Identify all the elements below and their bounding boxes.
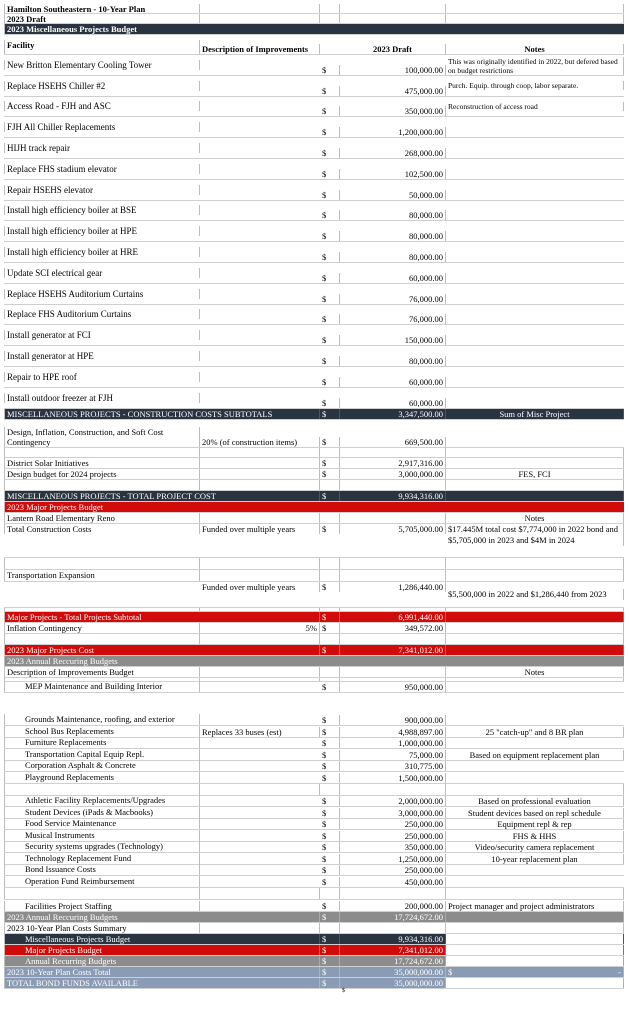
lantern-row [4, 513, 624, 524]
dollar-sign: $ [320, 398, 340, 408]
major-subtotal-label: Major Projects - Total Projects Subtotal [4, 612, 320, 622]
recurring-label: Furniture Replacements [4, 737, 200, 748]
project-facility: Replace FHS Auditorium Curtains [4, 309, 200, 319]
recurring-total-label: 2023 Annual Reccuring Budgets [4, 912, 320, 922]
bond-funds-amount: 35,000,000.00 [340, 978, 446, 988]
dollar-sign: $ [320, 750, 340, 760]
recurring-amount: 4,988,897.00 [340, 727, 446, 737]
table-row [4, 305, 624, 326]
recurring-label: Transportation Capital Equip Repl. [4, 749, 200, 760]
dollar-sign: $ [320, 773, 340, 783]
lantern-label: Lantern Road Elementary Reno [4, 513, 200, 523]
table-row [4, 117, 624, 138]
project-facility: Install high efficiency boiler at HPE [4, 226, 200, 236]
inflation-row: Inflation Contingency 5% $ 349,572.00 [4, 623, 624, 634]
recurring-note: Equipment repl & rep [446, 819, 624, 829]
transport-label: Transportation Expansion [4, 570, 200, 581]
recurring-amount: 1,500,000.00 [340, 773, 446, 783]
table-row [4, 807, 624, 819]
summary-major-amount: 7,341,012.00 [340, 945, 446, 955]
construction-costs-row: Total Construction Costs Funded over multiple years $ 5,705,000.00 $17.445M total cost $7,774,000 in 2022 bond and $5,705,000 in 2023 and $4M in 2024 [4, 524, 624, 558]
recurring-amount: 3,000,000.00 [340, 808, 446, 818]
recurring-item-list [4, 682, 624, 888]
table-row [4, 388, 624, 409]
table-row [4, 726, 624, 738]
dollar-sign: $ [320, 252, 340, 262]
dollar-sign: $ [320, 231, 340, 241]
design-contingency-row: Design, Inflation, Construction, and Soft Cost Contingency 20% (of construction items) $ 669,500.00 [4, 420, 624, 448]
design-2024-note: FES, FCI [446, 469, 624, 479]
dollar-sign: $ [320, 377, 340, 387]
staffing-row: Facilities Project Staffing $ 200,000.00 Project manager and project administrators [4, 900, 624, 912]
dollar-sign: $ [320, 831, 340, 841]
dollar-sign: $ [320, 86, 340, 96]
project-facility: Install high efficiency boiler at BSE [4, 205, 200, 215]
recurring-amount: 1,250,000.00 [340, 854, 446, 864]
col-draft: 2023 Draft [340, 44, 446, 54]
major-subtotal-row: Major Projects - Total Projects Subtotal $ 6,991,440.00 [4, 612, 624, 623]
recurring-label: Athletic Facility Replacements/Upgrades [4, 795, 200, 806]
recurring-label: Playground Replacements [4, 772, 200, 783]
transport-note: $5,500,000 in 2022 and $1,286,440 from 2023 [446, 589, 624, 600]
dollar-sign: $ [320, 65, 340, 75]
recurring-section-title: 2023 Annual Reccuring Budgets [4, 656, 624, 666]
dollar-sign: $ [320, 761, 340, 771]
dollar-sign: $ [320, 314, 340, 324]
recurring-note: 10-year replacement plan [446, 854, 624, 864]
table-row [4, 76, 624, 97]
design-2024-label: Design budget for 2024 projects [4, 469, 200, 479]
recurring-label: Technology Replacement Fund [4, 853, 200, 864]
table-row [4, 772, 624, 784]
solar-row: District Solar Initiatives $ 2,917,316.00 [4, 458, 624, 469]
dollar-sign: $ [320, 715, 340, 725]
staffing-note: Project manager and project administrators [446, 901, 624, 911]
construction-desc: Funded over multiple years [200, 524, 320, 534]
summary-misc-label: Miscellaneous Projects Budget [4, 934, 320, 944]
table-row [4, 738, 624, 750]
misc-subtotal-note: Sum of Misc Project [446, 409, 624, 419]
recurring-column-headers [4, 667, 624, 678]
summary-header-row [4, 923, 624, 934]
project-amount: 50,000.00 [340, 190, 446, 200]
summary-total-amount: 35,000,000.00 [340, 967, 446, 977]
dollar-sign: $ [320, 842, 340, 852]
table-row [4, 853, 624, 865]
recurring-note: FHS & HHS [446, 831, 624, 841]
transport-row [4, 570, 624, 582]
project-note: This was originally identified in 2022, but defered based on budget restrictions [446, 57, 624, 75]
dollar-sign: $ [320, 148, 340, 158]
recurring-amount: 75,000.00 [340, 750, 446, 760]
recurring-label: Food Service Maintenance [4, 818, 200, 829]
table-row [4, 138, 624, 159]
dollar-sign: $ [320, 682, 340, 692]
project-facility: New Britton Elementary Cooling Tower [4, 60, 200, 70]
table-row [4, 325, 624, 346]
summary-misc-row: Miscellaneous Projects Budget $ 9,934,316.00 [4, 934, 624, 945]
recurring-label: Corporation Asphalt & Concrete [4, 760, 200, 771]
misc-column-headers [4, 35, 624, 55]
construction-note: $17.445M total cost $7,774,000 in 2022 bond and $5,705,000 in 2023 and $4M in 2024 [446, 524, 624, 546]
project-amount: 268,000.00 [340, 148, 446, 158]
inflation-label: Inflation Contingency [4, 623, 200, 633]
dollar-sign: $ [320, 127, 340, 137]
recurring-amount: 310,775.00 [340, 761, 446, 771]
table-row [4, 749, 624, 761]
solar-amount: 2,917,316.00 [340, 458, 446, 468]
recurring-note: Student devices based on repl schedule [446, 808, 624, 818]
misc-total-amount: 9,934,316.00 [340, 491, 446, 501]
project-facility: Install generator at HPE [4, 351, 200, 361]
project-facility: Repair HSEHS elevator [4, 185, 200, 195]
col-description: Description of Improvements [200, 44, 320, 54]
plan-title: Hamilton Southeastern - 10-Year Plan [4, 4, 200, 13]
recurring-desc: Replaces 33 buses (est) [200, 727, 320, 737]
design-contingency-desc: 20% (of construction items) [200, 437, 320, 447]
transport-detail-row: Funded over multiple years $ 1,286,440.00 $5,500,000 in 2022 and $1,286,440 from 2023 [4, 582, 624, 608]
project-facility: Repair to HPE roof [4, 372, 200, 382]
dollar-sign: $ [320, 356, 340, 366]
table-row [4, 346, 624, 367]
design-2024-row: Design budget for 2024 projects $ 3,000,000.00 FES, FCI [4, 469, 624, 480]
recurring-amount: 450,000.00 [340, 877, 446, 887]
solar-label: District Solar Initiatives [4, 458, 200, 468]
project-facility: Access Road - FJH and ASC [4, 101, 200, 111]
table-row [4, 367, 624, 388]
draft-row [4, 14, 624, 24]
recurring-label: Grounds Maintenance, roofing, and exterior [4, 714, 200, 725]
footer-dollar: $ [342, 987, 345, 994]
recurring-label: MEP Maintenance and Building Interior [4, 681, 200, 692]
recurring-note: 25 "catch-up" and 8 BR plan [446, 727, 624, 737]
project-amount: 80,000.00 [340, 231, 446, 241]
construction-label: Total Construction Costs [4, 524, 200, 534]
table-row [4, 876, 624, 888]
recurring-amount: 950,000.00 [340, 682, 446, 692]
recurring-section-header [4, 656, 624, 667]
misc-section-title: 2023 Miscellaneous Projects Budget [4, 24, 624, 34]
project-facility: Install high efficiency boiler at HRE [4, 247, 200, 257]
misc-total-label: MISCELLANEOUS PROJECTS - TOTAL PROJECT COST [4, 491, 320, 501]
project-amount: 100,000.00 [340, 65, 446, 75]
table-row [4, 682, 624, 694]
summary-annual-label: Annual Recurring Budgets [4, 956, 320, 966]
dollar-sign: $ [320, 819, 340, 829]
dollar-sign: $ [320, 190, 340, 200]
dollar-sign: $ [320, 865, 340, 875]
summary-misc-amount: 9,934,316.00 [340, 934, 446, 944]
table-row [4, 242, 624, 263]
recurring-amount: 250,000.00 [340, 831, 446, 841]
recurring-total-row: 2023 Annual Reccuring Budgets $ 17,724,672.00 [4, 912, 624, 923]
major-subtotal-amount: 6,991,440.00 [340, 612, 446, 622]
inflation-amount: 349,572.00 [340, 623, 446, 633]
recurring-note: Video/security camera replacement [446, 842, 624, 852]
summary-title: 2023 10-Year Plan Costs Summary [4, 923, 200, 933]
recurring-amount: 1,000,000.00 [340, 738, 446, 748]
project-amount: 60,000.00 [340, 273, 446, 283]
table-row [4, 865, 624, 877]
dollar-sign: $ [320, 796, 340, 806]
major-cost-label: 2023 Major Projects Cost [4, 645, 320, 655]
design-2024-amount: 3,000,000.00 [340, 469, 446, 479]
summary-major-label: Major Projects Budget [4, 945, 320, 955]
project-amount: 80,000.00 [340, 210, 446, 220]
bond-funds-row: TOTAL BOND FUNDS AVAILABLE $ 35,000,000.00 [4, 978, 624, 989]
spreadsheet [4, 4, 624, 995]
dollar-sign: $ [320, 106, 340, 116]
title-row [4, 4, 624, 14]
dollar-sign: $ [320, 808, 340, 818]
recurring-desc-header: Description of Improvements Budget [4, 667, 200, 677]
recurring-label: Operation Fund Reimbursement [4, 876, 200, 887]
project-facility: Install outdoor freezer at FJH [4, 393, 200, 403]
recurring-amount: 900,000.00 [340, 715, 446, 725]
recurring-amount: 250,000.00 [340, 865, 446, 875]
misc-subtotal-label: MISCELLANEOUS PROJECTS - CONSTRUCTION COSTS SUBTOTALS [4, 409, 320, 419]
summary-total-extra: $ - [446, 967, 624, 977]
recurring-total-amount: 17,724,672.00 [340, 912, 446, 922]
recurring-amount: 250,000.00 [340, 819, 446, 829]
project-note: Purch. Equip. through coop, labor separate. [446, 81, 624, 90]
project-facility: Update SCI electrical gear [4, 268, 200, 278]
recurring-label: School Bus Replacements [4, 726, 200, 737]
project-amount: 60,000.00 [340, 398, 446, 408]
dollar-sign: $ [320, 877, 340, 887]
dollar-sign: $ [320, 727, 340, 737]
dollar-sign: $ [320, 169, 340, 179]
table-row [4, 97, 624, 118]
transport-amount: 1,286,440.00 [340, 582, 446, 592]
misc-subtotal-row: MISCELLANEOUS PROJECTS - CONSTRUCTION COSTS SUBTOTALS $ 3,347,500.00 Sum of Misc Project [4, 409, 624, 420]
construction-amount: 5,705,000.00 [340, 524, 446, 534]
recurring-amount: 2,000,000.00 [340, 796, 446, 806]
summary-major-row: Major Projects Budget $ 7,341,012.00 [4, 945, 624, 956]
draft-label: 2023 Draft [4, 14, 200, 23]
project-facility: HIJH track repair [4, 143, 200, 153]
major-section-title: 2023 Major Projects Budget [4, 502, 624, 512]
misc-section-header [4, 24, 624, 35]
bond-funds-label: TOTAL BOND FUNDS AVAILABLE [4, 978, 320, 988]
dollar-sign: $ [320, 210, 340, 220]
project-amount: 80,000.00 [340, 356, 446, 366]
inflation-pct: 5% [200, 623, 320, 633]
project-note: Reconstruction of access road [446, 102, 624, 111]
project-facility: FJH All Chiller Replacements [4, 122, 200, 132]
summary-total-label: 2023 10-Year Plan Costs Total [4, 967, 320, 977]
major-section-header [4, 502, 624, 513]
table-row [4, 819, 624, 831]
recurring-label: Security systems upgrades (Technology) [4, 841, 200, 852]
staffing-amount: 200,000.00 [340, 901, 446, 911]
misc-subtotal-amount: 3,347,500.00 [340, 409, 446, 419]
recurring-label: Musical Instruments [4, 830, 200, 841]
dollar-sign: $ [320, 273, 340, 283]
misc-total-row: MISCELLANEOUS PROJECTS - TOTAL PROJECT COST $ 9,934,316.00 [4, 491, 624, 502]
table-row [4, 693, 624, 726]
recurring-note: Based on equipment replacement plan [446, 750, 624, 760]
dollar-sign: $ [320, 738, 340, 748]
dollar-sign: $ [320, 294, 340, 304]
project-facility: Install generator at FCI [4, 330, 200, 340]
recurring-label: Student Devices (iPads & Macbooks) [4, 807, 200, 818]
table-row [4, 761, 624, 773]
project-amount: 76,000.00 [340, 294, 446, 304]
dollar-sign: $ [320, 335, 340, 345]
project-amount: 60,000.00 [340, 377, 446, 387]
summary-annual-row: Annual Recurring Budgets $ 17,724,672.00 [4, 956, 624, 967]
project-facility: Replace FHS stadium elevator [4, 164, 200, 174]
summary-total-row: 2023 10-Year Plan Costs Total $ 35,000,000.00 $ - [4, 967, 624, 978]
table-row [4, 201, 624, 222]
project-amount: 80,000.00 [340, 252, 446, 262]
table-row [4, 159, 624, 180]
dollar-sign: $ [320, 854, 340, 864]
table-row [4, 796, 624, 808]
project-amount: 102,500.00 [340, 169, 446, 179]
col-facility: Facility [4, 40, 200, 54]
transport-desc: Funded over multiple years [200, 582, 320, 592]
project-amount: 350,000.00 [340, 106, 446, 116]
project-amount: 475,000.00 [340, 86, 446, 96]
table-row [4, 263, 624, 284]
table-row [4, 221, 624, 242]
major-notes-header: Notes [446, 513, 624, 523]
project-amount: 1,200,000.00 [340, 127, 446, 137]
staffing-label: Facilities Project Staffing [4, 901, 200, 911]
summary-annual-amount: 17,724,672.00 [340, 956, 446, 966]
project-amount: 76,000.00 [340, 314, 446, 324]
table-row [4, 842, 624, 854]
project-facility: Replace HSEHS Auditorium Curtains [4, 289, 200, 299]
col-notes: Notes [446, 44, 624, 54]
major-cost-amount: 7,341,012.00 [340, 645, 446, 655]
project-facility: Replace HSEHS Chiller #2 [4, 81, 200, 91]
table-row [4, 284, 624, 305]
recurring-label: Bond Issuance Costs [4, 864, 200, 875]
design-contingency-label: Design, Inflation, Construction, and Soft Cost Contingency [4, 427, 200, 447]
table-row [4, 180, 624, 201]
major-cost-row: 2023 Major Projects Cost $ 7,341,012.00 [4, 645, 624, 656]
misc-project-list [4, 55, 624, 409]
recurring-notes-header: Notes [446, 667, 624, 677]
recurring-note: Based on professional evaluation [446, 796, 624, 806]
table-row [4, 55, 624, 76]
design-contingency-amount: 669,500.00 [340, 437, 446, 447]
recurring-amount: 350,000.00 [340, 842, 446, 852]
table-row [4, 830, 624, 842]
project-amount: 150,000.00 [340, 335, 446, 345]
